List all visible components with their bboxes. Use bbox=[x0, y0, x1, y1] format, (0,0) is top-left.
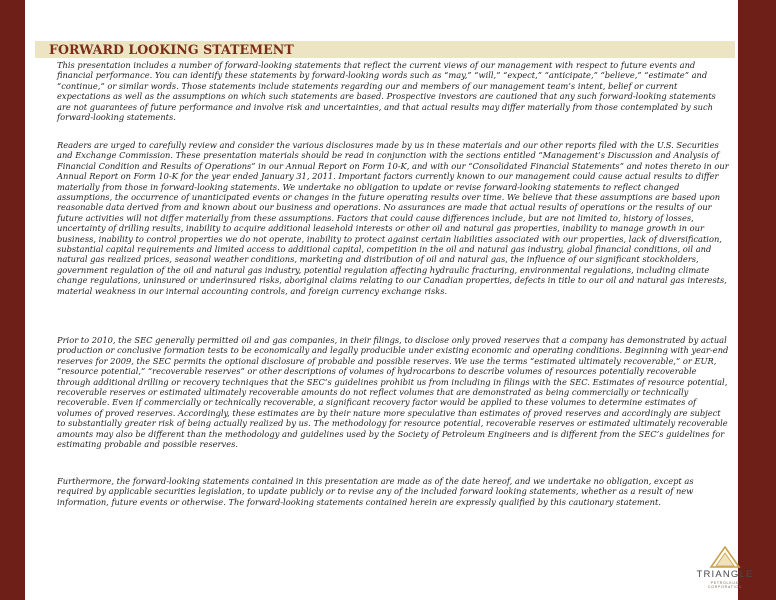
paragraph-forward-looking: This presentation includes a number of forward-looking statements that reflect the current views of our management with respect to future events and financial performance. You can identify these statements by forward-looking words such as “may,” “will,” “expect,” “anticipate,” “believe,” “estimate” and “continue,” or similar words. Those statements include statements regarding our and members of our management team’s intent, belief or current expectations as well as the assumptions on which such statements are based. Prospective investors are cautioned that any such forward-looking statements are not guarantees of future performance and involve risk and uncertainties, and that actual results may differ materially from those contemplated by such forward-looking statements. bbox=[57, 60, 716, 123]
company-logo bbox=[695, 546, 755, 594]
paragraph-cautionary: Furthermore, the forward-looking statements contained in this presentation are made as of the date hereof, and we undertake no obligation, except as required by applicable securities legislation, to update publicly or to revise any of the included forward looking statements, whether as a result of new information, future events or otherwise. The forward-looking statements contained herein are expressly qualified by this cautionary statement. bbox=[57, 476, 694, 507]
slide-page bbox=[25, 0, 754, 600]
slide-title: FORWARD LOOKING STATEMENT bbox=[49, 42, 294, 57]
left-margin-bar bbox=[0, 0, 25, 600]
triangle-logo-icon bbox=[709, 546, 741, 568]
paragraph-risk-factors: Readers are urged to carefully review and consider the various disclosures made by us in these materials and our other reports filed with the U.S. Securities and Exchange Commission. These presentation materials should be read in conjunction with the sections entitled “Management’s Discussion and Analysis of Financial Condition and Results of Operations” in our Annual Report on Form 10-K, and with our “Consolidated Financial Statements” and notes thereto in our Annual Report on Form 10-K for the year ended January 31, 2011. Important factors currently known to our management could cause actual results to differ materially from those in forward-looking statements. We undertake no obligation to update or revise forward-looking statements to reflect changed assumptions, the occurrence of unanticipated events or changes in the future operating results over time. We believe that these assumptions are based upon reasonable data derived from and known about our business and operations. No assurances are made that actual results of operations or the results of our future activities will not differ materially from these assumptions. Factors that could cause differences include, but are not limited to, history of losses, uncertainty of drilling results, inability to acquire additional leasehold interests or other oil and natural gas properties, inability to manage growth in our business, inability to control properties we do not operate, inability to protect against certain liabilities associated with our properties, lack of diversification, substantial capital requirements and limited access to additional capital, competition in the oil and natural gas industry, global financial conditions, oil and natural gas realized prices, seasonal weather conditions, marketing and distribution of oil and natural gas, the influence of our significant stockholders, government regulation of the oil and natural gas industry, potential regulation affecting hydraulic fracturing, environmental regulations, including climate change regulations, uninsured or underinsured risks, aboriginal claims relating to our Canadian properties, defects in title to our oil and natural gas interests, material weakness in our internal accounting controls, and foreign currency exchange risks. bbox=[57, 140, 729, 296]
paragraph-sec-reserves: Prior to 2010, the SEC generally permitted oil and gas companies, in their filings, to disclose only proved reserves that a company has demonstrated by actual production or conclusive formation tests to be economically and legally producible under existing economic and operating conditions. Beginning with year-end reserves for 2009, the SEC permits the optional disclosure of probable and possible reserves. We use the terms “estimated ultimately recoverable,” or EUR, “resource potential,” “recoverable reserves” or other descriptions of volumes of hydrocarbons to describe volumes of resources potentially recoverable through additional drilling or recovery techniques that the SEC’s guidelines prohibit us from including in filings with the SEC. Estimates of resource potential, recoverable reserves or estimated ultimately recoverable amounts do not reflect volumes that are demonstrated as being commercially or technically recoverable. Even if commercially or technically recoverable, a significant recovery factor would be applied to these volumes to determine estimates of volumes of proved reserves. Accordingly, these estimates are by their nature more speculative than estimates of proved reserves and accordingly are subject to substantially greater risk of being actually realized by us. The methodology for resource potential, recoverable reserves or estimated ultimately recoverable amounts may also be different than the methodology and guidelines used by the Society of Petroleum Engineers and is different from the SEC’s guidelines for estimating probable and possible reserves. bbox=[57, 335, 729, 450]
logo-name: TRIANGLE bbox=[696, 569, 754, 580]
logo-subtitle: PETROLEUM CORPORATION bbox=[707, 581, 743, 589]
right-margin-bar bbox=[738, 0, 776, 600]
